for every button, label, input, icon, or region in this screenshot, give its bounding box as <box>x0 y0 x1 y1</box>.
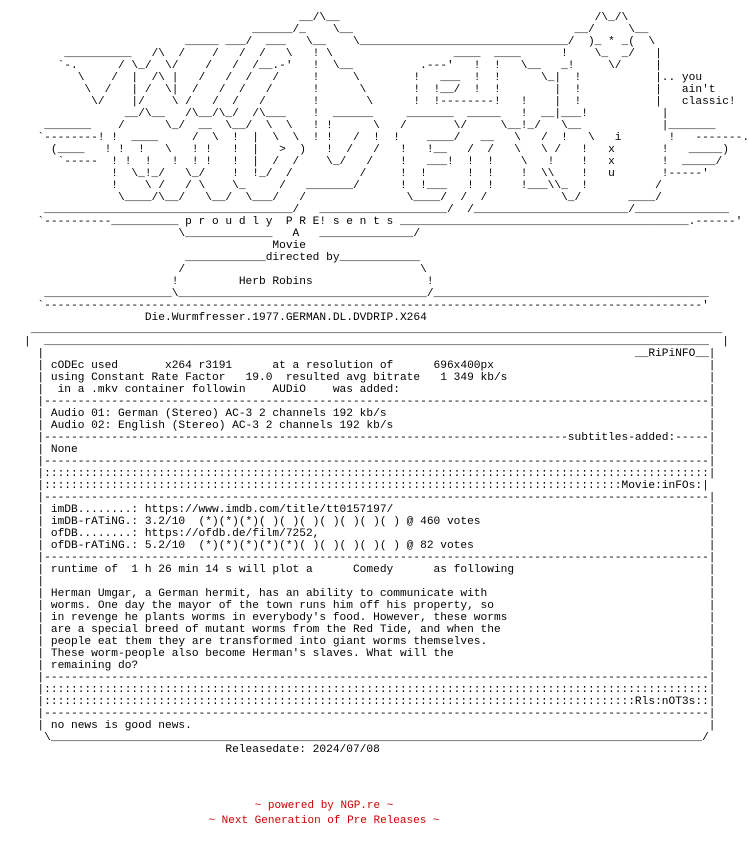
powered-by-text[interactable]: ~ powered by NGP.re ~ <box>254 800 394 812</box>
nfo-footer <box>0 799 648 829</box>
footer-tagline: ~ Next Generation of Pre Releases ~ <box>208 815 440 827</box>
powered-by-link[interactable] <box>0 799 648 814</box>
nfo-ascii-text: __/\__ /\_/\ ______/_ \__ __/ \__ _____ ___/ ___ \__ \_______________________________/ )_ * _( \ __________ /\ / / / / \ ! \ ____ ____ ! \_ _/ | `-. / \_/ \/ / / /__.-' ! \__ .---' ! ! \__ _! \/ | \ / | /\ | / / / / ! \ ! ___ ! ! \_| ! |.. you \ / | / \| / / / / ! \ ! !__/ ! ! | ! | ain't \/ |/ \ / / / / ! \ ! !--------! ! | ! | classic! __/\__ /\__/\_/ /\___ ! ______ _______ _____ ! __|___! | _______ / \_/ __ \__/ \ \ ! ! \ / \/ \__!_/ \__ |_______ `--------! ! ____ / \ ! | \ \ ! ! / ! ! ____/ __ \ / ! \ i ! -------. (____ ! ! ! \ ! ! ! | > ) ! / / ! !__ / / \ \ / ! x ! _____) `----- ! ! ! ! ! ! ! | / / \_/ / ! ___! ! ! \ ! ! x ! _____/ ! \_!_/ \_/ ! !_/ / / ! ! ! ! ! \\ ! u !-----' ! \ / / \ \_ / _______/ ! !___ ! ! !___\\_ ! / \____/\__/ \__/ \___/ / \____/ / / \_/ ____/ _____________________________________/ ___________________/ /_______________________/______________ `----------__________ p r o u d l y P R E! s e n t s ___________________________________________.------' \_____________ A ______________/ Movie ____________directed by____________ / \ ! Herb Robins ! ___________________\_____________________________________/_________________________________________ `--------------------------------------------------------------------------------------------------' Die.Wurmfresser.1977.GERMAN.DL.DVDRIP.X264 _______________________________________________________________________________________________________ | ___________________________________________________________________________________________________ | | __RiPiNFO__| | cODEc used x264 r3191 at a resolution of 696x400px | | using Constant Rate Factor 19.0 resulted avg bitrate 1 349 kb/s | | in a .mkv container followin AUDiO was added: | |---------------------------------------------------------------------------------------------------| | Audio 01: German (Stereo) AC-3 2 channels 192 kb/s | | Audio 02: English (Stereo) AC-3 2 channels 192 kb/s | |------------------------------------------------------------------------------subtitles-added:-----| | None | |---------------------------------------------------------------------------------------------------| |:::::::::::::::::::::::::::::::::::::::::::::::::::::::::::::::::::::::::::::::::::::::::::::::::::| |::::::::::::::::::::::::::::::::::::::::::::::::::::::::::::::::::::::::::::::::::::::Movie:inFOs:| |---------------------------------------------------------------------------------------------------| | imDB........: https://www.imdb.com/title/tt0157197/ | | imDB-rATiNG.: 3.2/10 (*)(*)(*)( )( )( )( )( )( )( ) @ 460 votes | | ofDB........: https://ofdb.de/film/7252, | | ofDB-rATiNG.: 5.2/10 (*)(*)(*)(*)(*)( )( )( )( )( ) @ 82 votes | |---------------------------------------------------------------------------------------------------| | runtime of 1 h 26 min 14 s will plot a Comedy as following | | | | Herman Umgar, a German hermit, has an ability to communicate with | | worms. One day the mayor of the town runs him off his property, so | | in revenge he plants worms in everybody's food. However, these worms | | are a special breed of mutant worms from the Red Tide, and when the | | people eat them they are transformed into giant worms themselves. | | These worm-people also become Herman's slaves. What will the | | remaining do? | |---------------------------------------------------------------------------------------------------| |:::::::::::::::::::::::::::::::::::::::::::::::::::::::::::::::::::::::::::::::::::::::::::::::::::| |::::::::::::::::::::::::::::::::::::::::::::::::::::::::::::::::::::::::::::::::::::::::Rls:nOT3s::| |---------------------------------------------------------------------------------------------------| | no news is good news. | \_________________________________________________________________________________________________/ Releasedate: 2024/07/08 <box>24 12 749 756</box>
